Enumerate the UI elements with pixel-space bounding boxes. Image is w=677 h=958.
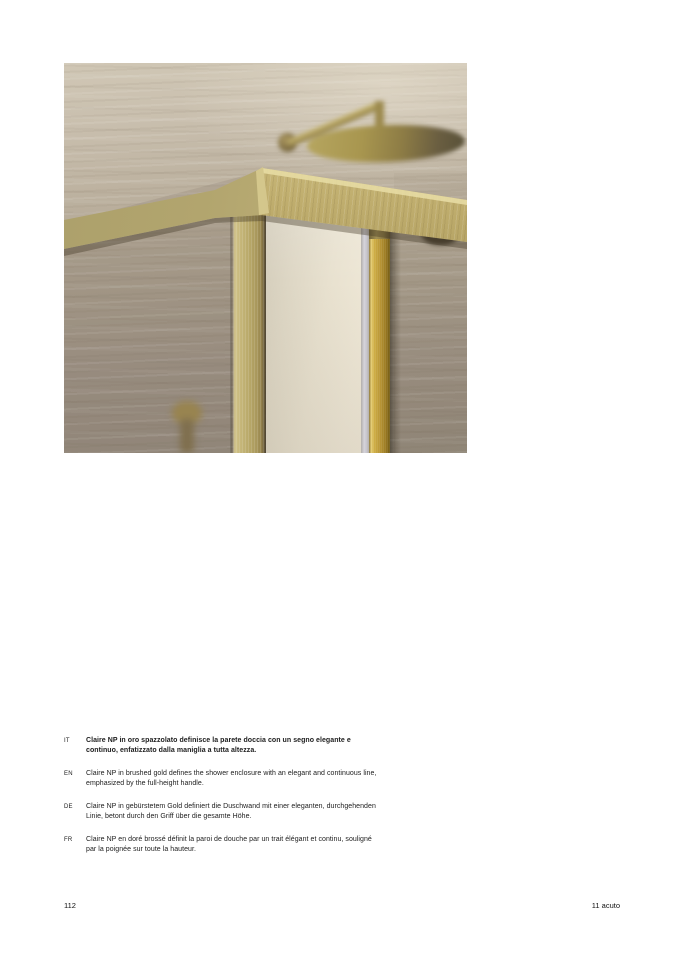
caption-text-fr: Claire NP en doré brossé définit la paroi de douche par un trait élégant et continu, souligné par la poignée sur toute la hauteur.: [86, 836, 372, 853]
photo-glass-edge: [361, 213, 369, 453]
caption-block-fr: [64, 835, 394, 855]
edition-label: 11 acuto: [591, 901, 620, 910]
language-label-de: DE: [64, 804, 73, 810]
caption-text-it: Claire NP in oro spazzolato definisce la parete doccia con un segno elegante e continuo, enfatizzato dalla maniglia a tutta altezza.: [86, 737, 351, 754]
photo-full-height-handle: [369, 219, 390, 453]
caption-block-en: [64, 769, 394, 789]
caption-section: [64, 736, 394, 868]
caption-text-en: Claire NP in brushed gold defines the shower enclosure with an elegant and continuous line, emphasized by the full-height handle.: [86, 770, 377, 787]
caption-block-de: [64, 802, 394, 822]
language-label-en: EN: [64, 771, 73, 777]
photo-corner-post: [230, 209, 266, 453]
page-footer: [64, 901, 620, 910]
caption-block-it: [64, 736, 394, 756]
photo-side-panel: [266, 209, 361, 453]
product-photo: [64, 63, 467, 453]
page-number: 112: [64, 901, 76, 910]
language-label-fr: FR: [64, 837, 73, 843]
photo-handle-shadow: [390, 221, 401, 453]
language-label-it: IT: [64, 738, 70, 744]
caption-text-de: Claire NP in gebürstetem Gold definiert die Duschwand mit einer eleganten, durchgehenden Linie, betont durch den Griff über die gesamte Höhe.: [86, 803, 376, 820]
